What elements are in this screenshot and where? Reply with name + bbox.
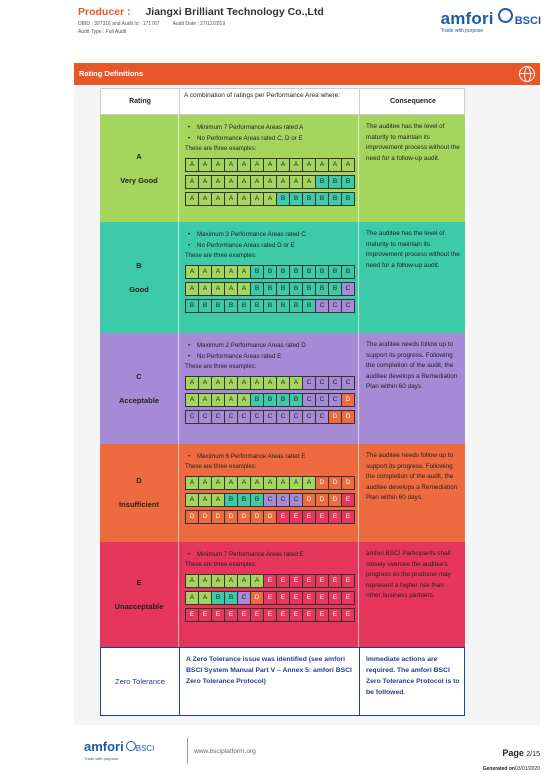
header-consequence: Consequence [390,98,436,105]
example-sequence [185,299,355,313]
rating-box: B [251,283,264,295]
rating-box: A [212,266,225,278]
rating-box: E [342,494,354,506]
rating-row-b [100,222,465,333]
rating-box: A [199,477,212,489]
rating-box: D [225,511,238,523]
page-number [502,748,540,758]
rating-box: B [303,283,316,295]
example-sequence [185,493,355,507]
footer-brand: amfori [84,739,124,754]
rating-box: C [329,300,342,312]
rating-box: E [329,575,342,587]
rating-box: E [303,511,316,523]
rating-letter: B [136,260,142,270]
rating-box: B [225,592,238,604]
rating-box: B [225,494,238,506]
rating-box: A [212,494,225,506]
rating-box: B [290,300,303,312]
rating-box: E [199,609,212,621]
rating-box: B [342,193,354,205]
consequence-text: The auditee needs follow up to support its progress. Following the completion of the audit, the auditee develops a Remediation Plan within 60 days. [366,341,458,390]
rating-box: C [264,494,277,506]
rating-box: A [303,159,316,171]
footer-bsci-icon [126,741,136,751]
example-sequence [185,608,355,622]
rating-box: A [238,159,251,171]
rating-box: C [225,411,238,423]
rating-box: C [212,411,225,423]
zero-tolerance-description: A Zero Tolerance issue was identified (see amfori BSCI System Manual Part V – Annex 5: amfori BSCI Zero Tolerance Protocol) [180,648,360,715]
rating-box: B [264,283,277,295]
rating-box: A [225,266,238,278]
rating-box: C [238,411,251,423]
page-label: Page [502,748,524,758]
rating-box: B [277,283,290,295]
examples-label: These are three examples: [185,562,257,568]
rating-box: A [212,377,225,389]
rating-box: B [251,494,264,506]
rating-box: B [264,266,277,278]
rating-box: B [290,193,303,205]
rating-box: D [329,494,342,506]
rating-box: A [186,592,199,604]
rating-box: C [277,494,290,506]
criteria-bullet: • Maximum 6 Performance Areas rated E [185,451,352,462]
section-bar [74,63,540,85]
rating-box: B [329,193,342,205]
rating-box: C [316,411,329,423]
producer-name: Jiangxi Brilliant Technology Co.,Ltd [145,6,324,18]
rating-box: A [199,283,212,295]
rating-box: B [303,266,316,278]
rating-box: D [342,394,354,406]
rating-box: C [290,411,303,423]
rating-box: E [277,592,290,604]
rating-box: B [316,176,329,188]
rating-box: A [342,159,354,171]
rating-box: A [186,176,199,188]
rating-box: A [199,266,212,278]
rating-box: D [316,494,329,506]
rating-box: A [303,477,316,489]
footer-divider [187,738,188,764]
rating-box: C [303,377,316,389]
rating-box: A [316,159,329,171]
producer-label: Producer : [78,6,131,18]
rating-letter: C [136,371,142,381]
rating-box: D [342,411,354,423]
rating-box: B [277,394,290,406]
rating-box: A [199,159,212,171]
rating-box: D [342,477,354,489]
rating-box: D [251,511,264,523]
consequence-text: The auditee needs follow up to support its progress. Following the completion of the audit, the auditee develops a Remediation Plan within 60 days. [366,452,458,501]
zero-tolerance-label: Zero Tolerance [115,677,165,686]
rating-box: B [238,494,251,506]
rating-box: E [316,592,329,604]
example-sequence [185,591,355,605]
example-sequence [185,476,355,490]
rating-box: C [199,411,212,423]
rating-box: E [212,609,225,621]
rating-box: B [290,394,303,406]
rating-box: A [303,176,316,188]
logo-sub: BSCI [514,15,541,27]
page-value: 2/15 [526,751,540,758]
rating-box: A [186,494,199,506]
example-sequence [185,192,355,206]
rating-box: B [316,266,329,278]
rating-box: A [225,575,238,587]
rating-box: A [264,159,277,171]
rating-box: A [251,159,264,171]
rating-box: B [329,283,342,295]
criteria-bullet: • No Performance Areas rated C, D or E [185,133,352,144]
rating-box: E [277,511,290,523]
amfori-logo [441,8,541,34]
rating-box: A [225,377,238,389]
rating-row-e [100,542,465,647]
rating-box: C [264,411,277,423]
rating-box: C [316,300,329,312]
rating-box: A [212,575,225,587]
rating-box: A [290,377,303,389]
rating-box: A [251,575,264,587]
header-combination: A combination of ratings per Performance Area where: [180,89,360,114]
rating-box: B [225,300,238,312]
rating-box: E [303,609,316,621]
dbid: DBID : 397316 and Audit Id : 171767 [78,21,160,27]
rating-box: C [342,283,354,295]
audit-type: Audit Type : Full Audit [78,29,127,35]
rating-box: A [238,394,251,406]
rating-box: A [186,193,199,205]
rating-row-d [100,444,465,542]
page-footer [84,738,550,774]
rating-box: E [342,592,354,604]
rating-box: A [199,193,212,205]
rating-box: A [264,377,277,389]
rating-box: B [251,266,264,278]
criteria-bullet: • Minimum 7 Performance Areas rated E [185,549,352,560]
rating-box: E [303,575,316,587]
rating-box: C [342,377,354,389]
rating-box: A [225,477,238,489]
criteria-bullet: • No Performance Areas rated E [185,351,352,362]
rating-box: D [212,511,225,523]
rating-box: A [225,283,238,295]
rating-box: B [316,283,329,295]
rating-box: A [238,266,251,278]
rating-box: A [251,193,264,205]
rating-box: A [212,477,225,489]
rating-box: D [199,511,212,523]
rating-box: A [225,176,238,188]
rating-name: Very Good [120,175,158,185]
rating-box: E [329,511,342,523]
rating-box: B [212,300,225,312]
zero-tolerance-consequence: Immediate actions are required. The amfori BSCI Zero Tolerance Protocol is to be followed. [366,656,460,696]
examples-label: These are three examples: [185,464,257,470]
rating-box: A [212,176,225,188]
bsci-circle-icon [498,8,513,23]
rating-box: C [303,411,316,423]
rating-box: C [316,377,329,389]
rating-name: Unacceptable [114,601,164,611]
rating-letter: D [136,476,142,485]
rating-box: B [238,300,251,312]
rating-box: C [290,494,303,506]
rating-box: A [186,283,199,295]
generated-on [483,766,540,772]
rating-box: A [225,159,238,171]
rating-box: E [316,575,329,587]
rating-row-a [100,115,465,222]
rating-box: A [290,159,303,171]
rating-box: A [212,159,225,171]
rating-box: A [186,159,199,171]
rating-box: A [251,477,264,489]
rating-letter: A [136,151,142,161]
rating-box: C [329,394,342,406]
rating-box: A [186,394,199,406]
rating-box: A [199,394,212,406]
rating-box: E [342,511,354,523]
rating-box: A [225,193,238,205]
example-sequence [185,158,355,172]
rating-name: Acceptable [118,395,160,405]
rating-box: B [199,300,212,312]
rating-box: A [199,575,212,587]
rating-box: C [277,411,290,423]
rating-box: D [329,411,342,423]
rating-box: E [251,609,264,621]
rating-box: A [264,176,277,188]
rating-box: B [303,193,316,205]
example-sequence [185,410,355,424]
rating-box: A [238,477,251,489]
rating-box: A [290,477,303,489]
rating-box: B [277,300,290,312]
rating-box: B [342,266,354,278]
criteria-bullet: • Minimum 7 Performance Areas rated A [185,122,352,133]
rating-box: A [277,176,290,188]
audit-date: Audit Date : 27/12/2019 [172,21,226,27]
rating-box: E [264,609,277,621]
rating-box: B [264,394,277,406]
criteria-bullet: • Maximum 3 Performance Areas rated C [185,229,352,240]
rating-box: A [290,176,303,188]
rating-box: A [199,176,212,188]
rating-box: B [303,300,316,312]
rating-box: E [316,511,329,523]
footer-url[interactable]: www.bsciplatform.org [194,748,256,755]
rating-box: A [186,477,199,489]
zero-tolerance-row [100,647,465,716]
rating-box: E [264,592,277,604]
rating-box: A [212,283,225,295]
rating-box: A [238,575,251,587]
rating-box: A [277,377,290,389]
rating-box: E [329,592,342,604]
rating-box: B [212,592,225,604]
rating-row-c [100,333,465,444]
example-sequence [185,282,355,296]
rating-box: A [212,394,225,406]
rating-letter: E [136,577,142,587]
criteria-bullet: • Maximum 2 Performance Areas rated D [185,340,352,351]
rating-box: B [277,193,290,205]
example-sequence [185,376,355,390]
rating-box: D [316,477,329,489]
table-header-row [100,88,465,115]
rating-box: E [186,609,199,621]
rating-box: A [238,176,251,188]
rating-box: A [238,377,251,389]
rating-box: A [264,477,277,489]
rating-box: D [303,494,316,506]
rating-box: E [225,609,238,621]
rating-box: A [277,159,290,171]
rating-box: A [212,193,225,205]
rating-box: C [329,377,342,389]
rating-box: E [290,609,303,621]
rating-box: E [277,575,290,587]
example-sequence [185,175,355,189]
consequence-text: The auditee has the level of maturity to maintain its improvement process without the need for a follow-up audit. [366,230,460,269]
rating-box: E [342,609,354,621]
example-sequence [185,265,355,279]
rating-box: A [199,592,212,604]
criteria-bullet: • No Performance Areas rated D or E [185,240,352,251]
generated-value: 03/01/2020 [514,766,540,772]
consequence-text: amfori BSCI Participants shall closely oversee the auditee's progress as the producer may represent a higher risk than other business partners. [366,550,451,599]
rating-box: B [186,300,199,312]
rating-box: B [251,300,264,312]
rating-box: A [251,176,264,188]
rating-box: E [290,592,303,604]
rating-box: A [238,283,251,295]
rating-box: E [264,575,277,587]
footer-logo [84,738,550,761]
rating-box: A [199,377,212,389]
rating-name: Good [129,284,149,294]
rating-box: B [329,266,342,278]
rating-box: C [186,411,199,423]
header-rating: Rating [129,98,151,105]
rating-box: B [329,176,342,188]
rating-box: D [238,511,251,523]
rating-box: E [290,575,303,587]
rating-box: B [277,266,290,278]
rating-box: E [277,609,290,621]
footer-sub: BSCI [135,744,155,753]
rating-box: E [303,592,316,604]
rating-box: A [277,477,290,489]
rating-box: B [342,176,354,188]
rating-box: B [251,394,264,406]
rating-box: C [342,300,354,312]
examples-label: These are three examples: [185,364,257,370]
example-sequence [185,574,355,588]
logo-brand: amfori [440,9,494,28]
footer-tagline: Trade with purpose [84,756,119,761]
rating-box: A [238,193,251,205]
rating-box: E [342,575,354,587]
rating-box: E [290,511,303,523]
rating-box: B [316,193,329,205]
rating-box: C [238,592,251,604]
rating-box: D [329,477,342,489]
generated-label: Generated on [482,766,515,772]
rating-box: E [329,609,342,621]
rating-box: C [251,411,264,423]
example-sequence [185,510,355,524]
rating-box: A [186,575,199,587]
rating-box: B [290,283,303,295]
rating-box: A [264,193,277,205]
rating-box: A [251,377,264,389]
globe-icon [519,66,535,82]
rating-box: A [225,394,238,406]
examples-label: These are three examples: [185,146,257,152]
rating-box: D [264,511,277,523]
rating-box: C [303,394,316,406]
rating-box: C [316,394,329,406]
logo-tagline: Trade with purpose [440,28,484,34]
rating-box: B [264,300,277,312]
rating-box: B [290,266,303,278]
section-title: Rating Definitions [79,69,144,78]
rating-box: A [186,377,199,389]
rating-box: D [186,511,199,523]
rating-box: E [238,609,251,621]
rating-box: A [186,266,199,278]
rating-name: Insufficient [118,500,159,509]
rating-box: A [329,159,342,171]
examples-label: These are three examples: [185,253,257,259]
rating-box: E [316,609,329,621]
example-sequence [185,393,355,407]
consequence-text: The auditee has the level of maturity to maintain its improvement process without the need for a follow-up audit. [366,123,460,162]
rating-box: D [251,592,264,604]
rating-box: A [199,494,212,506]
